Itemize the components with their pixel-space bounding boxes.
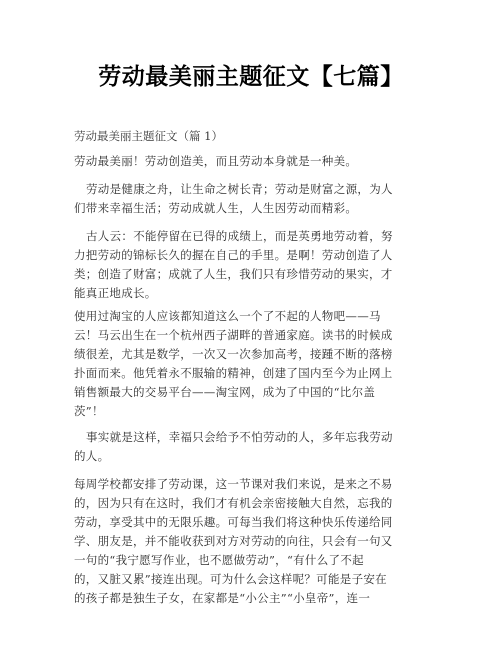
paragraph-3 — [74, 227, 432, 303]
paragraph-line: 事实就是这样，幸福只会给予不怕劳动的人，多年忘我劳动 — [86, 430, 393, 444]
paragraph-line: 使用过淘宝的人应该都知道这么一个了不起的人物吧——马 — [74, 309, 381, 323]
paragraph-5 — [74, 428, 432, 466]
paragraph-line: 能真正地成长。 — [74, 286, 157, 300]
paragraph-line: 的人。 — [74, 449, 110, 463]
paragraph-line: 销售额最大的交易平台——淘宝网，成为了中国的“比尔盖 — [74, 385, 376, 399]
paragraph-line: 劳动，享受其中的无限乐趣。可每当我们将这种快乐传递给同 — [74, 515, 393, 529]
paragraph-line: 云！马云出生在一个杭州西子湖畔的普通家庭。读书的时候成 — [74, 328, 393, 342]
paragraph-line: 扑面而来。他凭着永不服输的精神，创建了国内至今为止网上 — [74, 366, 393, 380]
paragraph-1 — [74, 152, 432, 171]
paragraph-line: 的，因为只有在这时，我们才有机会亲密接触大自然，忘我的 — [74, 496, 393, 510]
paragraph-line: 一句的“我宁愿写作业，也不愿做劳动”，“有什么了不起 — [74, 553, 364, 567]
paragraph-line: 茨”！ — [74, 404, 104, 418]
paragraph-2 — [74, 180, 432, 218]
paragraph-line: 学、朋友是，并不能收获到对方对劳动的向往，只会有一句又 — [74, 534, 393, 548]
paragraph-line: 绩很差，尤其是数学，一次又一次参加高考，接踵不断的落榜 — [74, 347, 393, 361]
section-subtitle: 劳动最美丽主题征文（篇 1） — [74, 129, 223, 143]
paragraph-line: 类；创造了财富；成就了人生，我们只有珍惜劳动的果实，才 — [74, 267, 393, 281]
paragraph-4 — [74, 307, 432, 421]
document-title: 劳动最美丽主题征文【七篇】 — [98, 64, 404, 90]
paragraph-6 — [74, 475, 432, 608]
paragraph-line: 们带来幸福生活；劳动成就人生，人生因劳动而精彩。 — [74, 201, 358, 215]
paragraph-line: 每周学校都安排了劳动课，这一节课对我们来说，是来之不易 — [74, 477, 393, 491]
paragraph-line: 力把劳动的锦标长久的握在自己的手里。是啊！劳动创造了人 — [74, 248, 393, 262]
paragraph-line: 的，又脏又累”接连出现。可为什么会这样呢？可能是子安在 — [74, 572, 387, 586]
paragraph-line: 的孩子都是独生子女，在家都是“小公主”“小皇帝”，连一 — [74, 591, 371, 605]
paragraph-line: 劳动是健康之舟，让生命之树长青；劳动是财富之源，为人 — [86, 182, 393, 196]
paragraph-line: 古人云：不能停留在已得的成绩上，而是英勇地劳动着，努 — [86, 229, 393, 243]
paragraph-line: 劳动最美丽！劳动创造美，而且劳动本身就是一种美。 — [74, 154, 358, 168]
